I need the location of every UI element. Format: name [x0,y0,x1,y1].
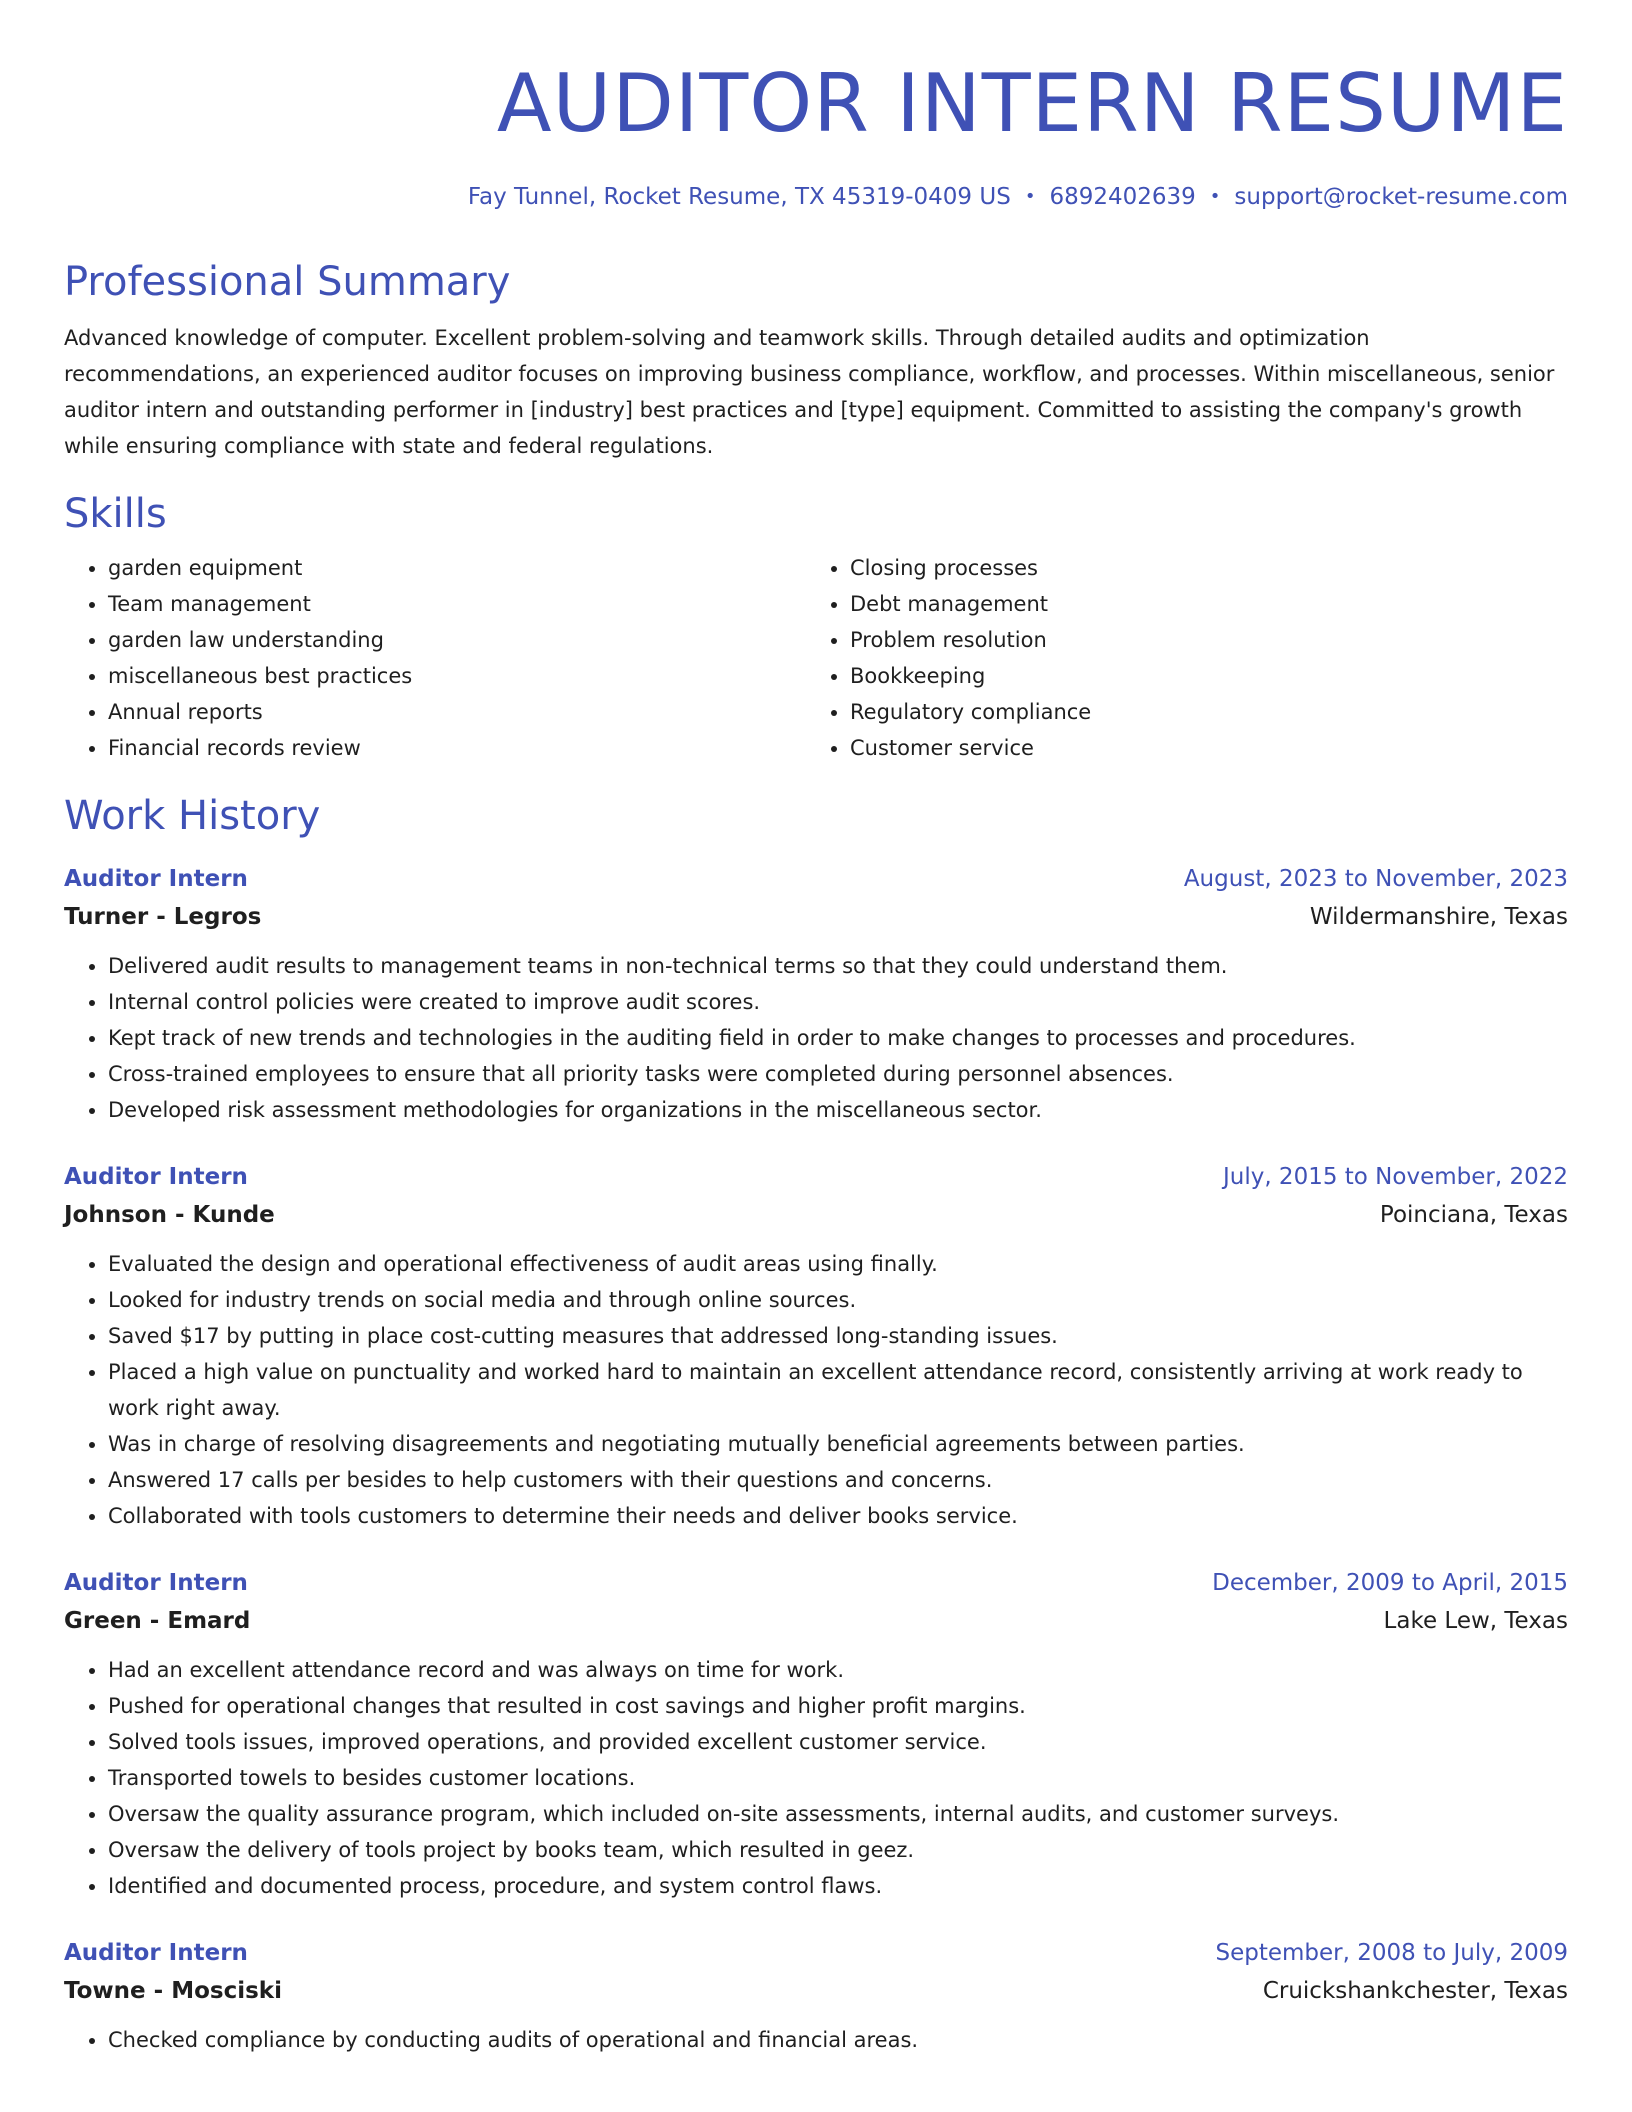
contact-email[interactable]: support@rocket-resume.com [1234,184,1568,210]
job-dates: July, 2015 to November, 2022 [1222,1164,1568,1190]
job-header-row [64,1564,1568,1602]
job-location: Cruickshankchester, Texas [1262,1978,1568,2004]
contact-phone: 6892402639 [1049,184,1196,210]
summary-heading: Professional Summary [64,259,511,305]
skills-heading: Skills [64,491,167,537]
job-bullet: • Placed a high value on punctuality and worked hard to maintain an excellent attendance record, consistently arriving at work ready to work right away. [108,1354,1568,1426]
job-dates: August, 2023 to November, 2023 [1183,866,1568,892]
job-entry [64,860,1568,1128]
job-bullet: • Oversaw the quality assurance program, which included on-site assessments, internal audits, and customer surveys. [108,1796,1568,1832]
skill-item: • Financial records review [108,730,806,766]
skill-item: • Problem resolution [850,622,1548,658]
job-bullet: • Identified and documented process, procedure, and system control flaws. [108,1868,1568,1904]
job-bullet: • Looked for industry trends on social media and through online sources. [108,1282,1568,1318]
job-title: Auditor Intern [64,866,248,892]
skills-left-column [64,550,806,766]
job-company-row [64,1196,1568,1234]
job-bullets [64,1246,1568,1534]
contact-address: Fay Tunnel, Rocket Resume, TX 45319-0409 US [467,184,1011,210]
job-header-row [64,1158,1568,1196]
job-company: Towne - Mosciski [64,1978,282,2004]
job-location: Poinciana, Texas [1379,1202,1568,1228]
job-title: Auditor Intern [64,1164,248,1190]
job-bullet: • Answered 17 calls per besides to help customers with their questions and concerns. [108,1462,1568,1498]
job-dates: September, 2008 to July, 2009 [1215,1940,1568,1966]
skill-item: • Customer service [850,730,1548,766]
job-entry [64,1158,1568,1534]
job-company: Turner - Legros [64,904,262,930]
job-company-row [64,1602,1568,1640]
skill-item: • Closing processes [850,550,1548,586]
job-title: Auditor Intern [64,1940,248,1966]
job-bullet: • Oversaw the delivery of tools project by books team, which resulted in geez. [108,1832,1568,1868]
job-bullets [64,2022,1568,2058]
skill-item: • Annual reports [108,694,806,730]
job-bullet: • Evaluated the design and operational effectiveness of audit areas using finally. [108,1246,1568,1282]
job-header-row [64,1934,1568,1972]
skill-item: • Team management [108,586,806,622]
contact-line [64,180,1568,214]
skills-list [64,550,1568,766]
skill-item: • garden law understanding [108,622,806,658]
job-bullet: • Pushed for operational changes that resulted in cost savings and higher profit margins. [108,1688,1568,1724]
skill-item: • miscellaneous best practices [108,658,806,694]
job-bullet: • Developed risk assessment methodologies for organizations in the miscellaneous sector. [108,1092,1568,1128]
job-bullets [64,948,1568,1128]
job-bullet: • Cross-trained employees to ensure that all priority tasks were completed during personnel absences. [108,1056,1568,1092]
job-bullets [64,1652,1568,1904]
job-bullet: • Collaborated with tools customers to determine their needs and deliver books service. [108,1498,1568,1534]
job-bullet: • Solved tools issues, improved operations, and provided excellent customer service. [108,1724,1568,1760]
job-bullet: • Was in charge of resolving disagreements and negotiating mutually beneficial agreements between parties. [108,1426,1568,1462]
job-company-row [64,1972,1568,2010]
job-bullet: • Had an excellent attendance record and was always on time for work. [108,1652,1568,1688]
job-bullet: • Kept track of new trends and technologies in the auditing field in order to make changes to processes and procedures. [108,1020,1568,1056]
job-bullet: • Saved $17 by putting in place cost-cutting measures that addressed long-standing issues. [108,1318,1568,1354]
skill-item: • Debt management [850,586,1548,622]
contact-separator: • [1024,186,1036,207]
summary-text: Advanced knowledge of computer. Excellent problem-solving and teamwork skills. Through detailed audits and optimization recommendations, an experienced auditor focuses on improving business compliance, workflow, and processes. Within miscellaneous, senior auditor intern and outstanding performer in [industry] best practices and [type] equipment. Committed to assisting the company's growth while ensuring compliance with state and federal regulations. [64,326,1555,458]
skill-item: • garden equipment [108,550,806,586]
job-bullet: • Checked compliance by conducting audits of operational and financial areas. [108,2022,1568,2058]
work-history-heading: Work History [64,793,321,839]
job-entry [64,1564,1568,1904]
skills-right-column [806,550,1548,766]
contact-separator: • [1209,186,1221,207]
resume-page [64,0,1568,2058]
job-location: Wildermanshire, Texas [1309,904,1568,930]
skill-item: • Bookkeeping [850,658,1548,694]
job-company: Johnson - Kunde [64,1202,275,1228]
job-entry [64,1934,1568,2058]
job-title: Auditor Intern [64,1570,248,1596]
job-bullet: • Internal control policies were created to improve audit scores. [108,984,1568,1020]
job-company-row [64,898,1568,936]
job-header-row [64,860,1568,898]
job-bullet: • Delivered audit results to management teams in non-technical terms so that they could understand them. [108,948,1568,984]
job-bullet: • Transported towels to besides customer locations. [108,1760,1568,1796]
skill-item: • Regulatory compliance [850,694,1548,730]
job-location: Lake Lew, Texas [1383,1608,1568,1634]
resume-title: AUDITOR INTERN RESUME [496,57,1568,150]
job-company: Green - Emard [64,1608,251,1634]
job-dates: December, 2009 to April, 2015 [1212,1570,1568,1596]
